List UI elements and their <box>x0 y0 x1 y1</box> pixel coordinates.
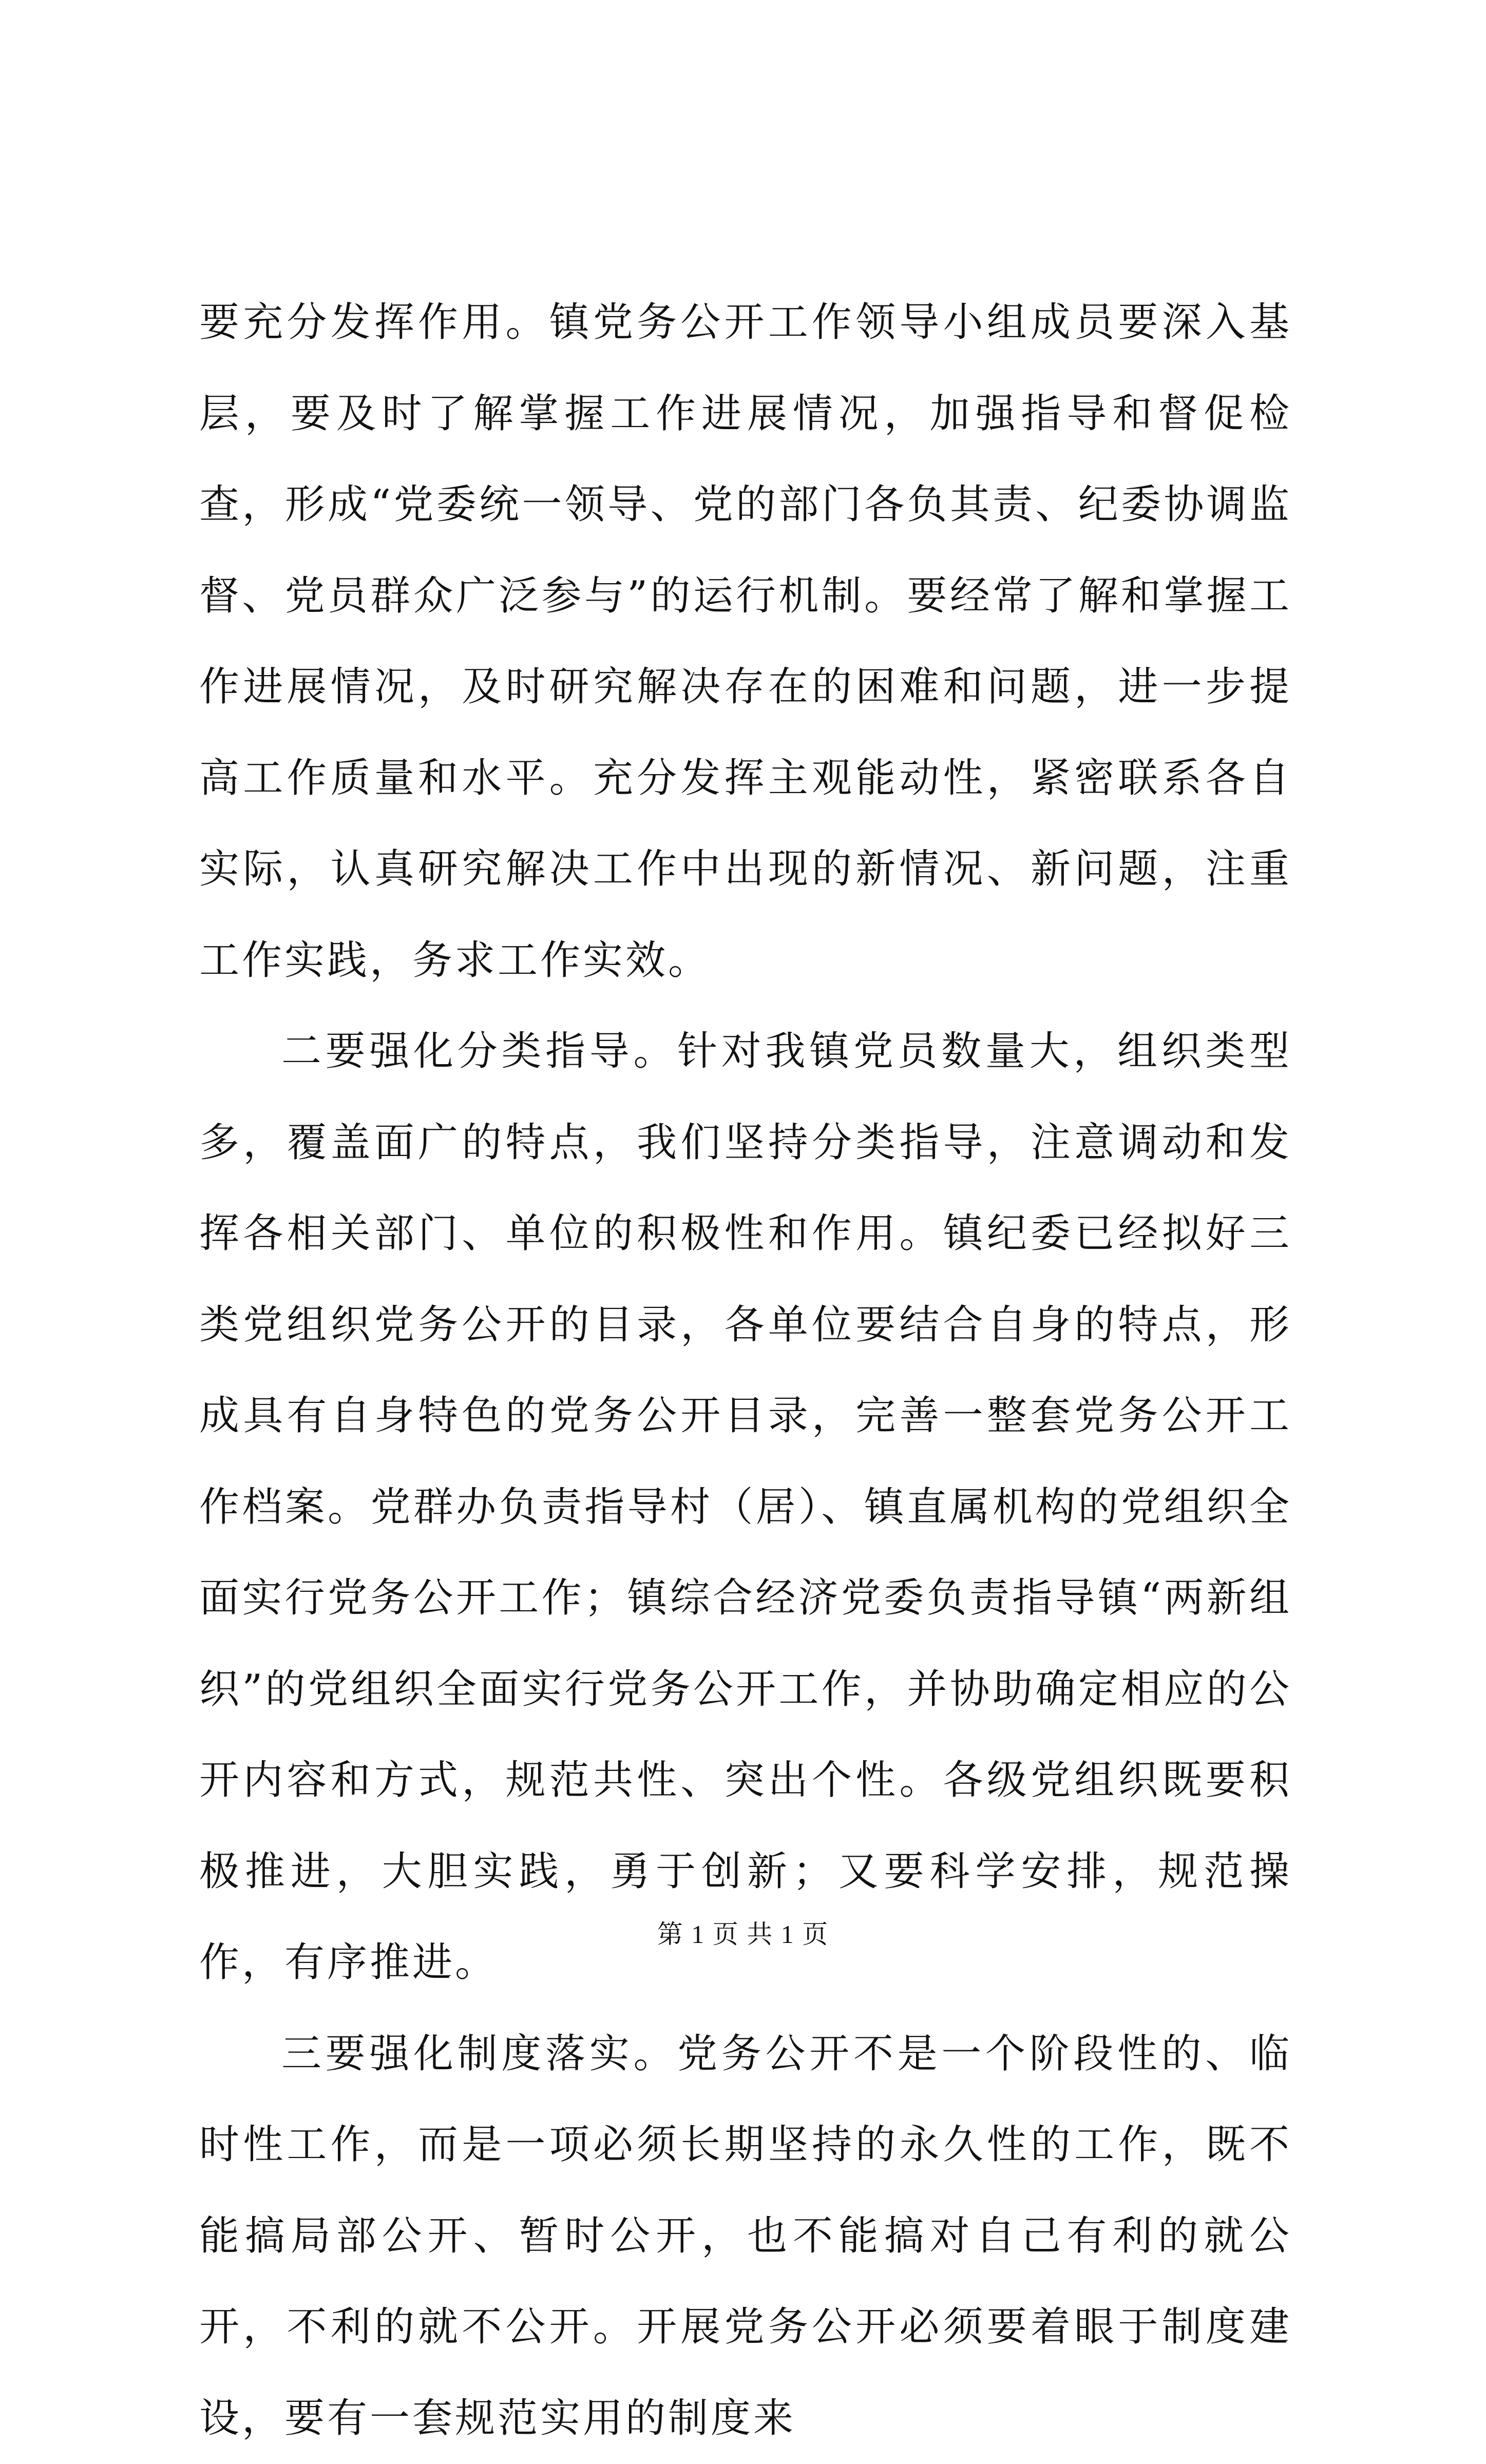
document-body <box>199 277 1292 2464</box>
paragraph-1: 要充分发挥作用。镇党务公开工作领导小组成员要深入基层，要及时了解掌握工作进展情况，加强指导和督促检查，形成“党委统一领导、党的部门各负其责、纪委协调监督、党员群众广泛参与”的运行机制。要经常了解和掌握工作进展情况，及时研究解决存在的困难和问题，进一步提高工作质量和水平。充分发挥主观能动性，紧密联系各自实际，认真研究解决工作中出现的新情况、新问题，注重工作实践，务求工作实效。 <box>199 277 1292 1006</box>
paragraph-3: 三要强化制度落实。党务公开不是一个阶段性的、临时性工作，而是一项必须长期坚持的永久性的工作，既不能搞局部公开、暂时公开，也不能搞对自己有利的就公开，不利的就不公开。开展党务公开必须要着眼于制度建设，要有一套规范实用的制度来 <box>199 2009 1292 2464</box>
page-footer: 第 1 页 共 1 页 <box>0 1914 1486 1951</box>
paragraph-2: 二要强化分类指导。针对我镇党员数量大，组织类型多，覆盖面广的特点，我们坚持分类指导，注意调动和发挥各相关部门、单位的积极性和作用。镇纪委已经拟好三类党组织党务公开的目录，各单位要结合自身的特点，形成具有自身特色的党务公开目录，完善一整套党务公开工作档案。党群办负责指导村（居）、镇直属机构的党组织全面实行党务公开工作；镇综合经济党委负责指导镇“两新组织”的党组织全面实行党务公开工作，并协助确定相应的公开内容和方式，规范共性、突出个性。各级党组织既要积极推进，大胆实践，勇于创新；又要科学安排，规范操作，有序推进。 <box>199 1006 1292 2009</box>
